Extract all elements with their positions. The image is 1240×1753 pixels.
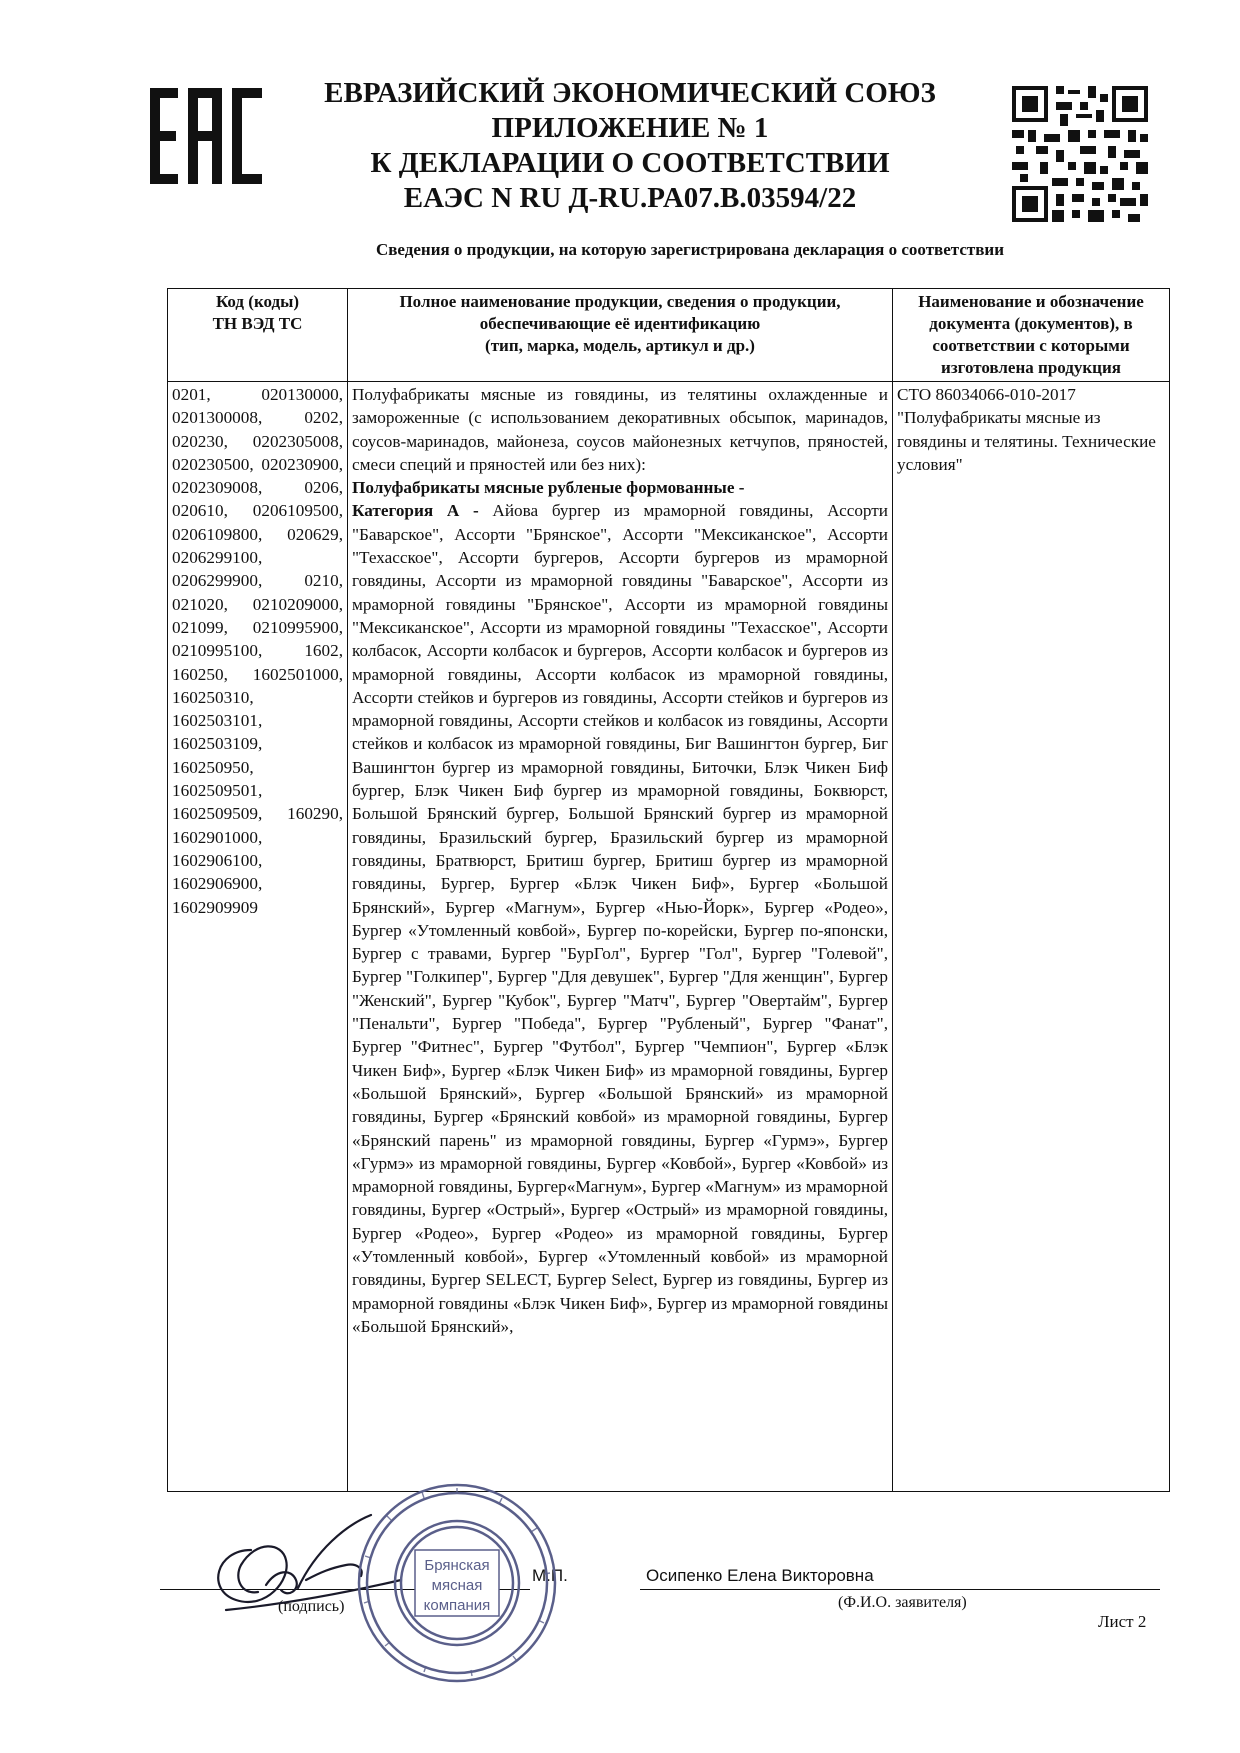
section-subtitle: Сведения о продукции, на которую зарегистрирована декларация о соответствии bbox=[375, 240, 1005, 259]
column-header-document: Наименование и обозначение документа (документов), в соответствии с которыми изготовлена продукция bbox=[893, 289, 1170, 382]
signature-label: (подпись) bbox=[278, 1598, 345, 1615]
table-header-row bbox=[168, 289, 1170, 382]
applicant-name-line bbox=[640, 1589, 1160, 1590]
product-heading: Полуфабрикаты мясные рубленые формованные - bbox=[352, 478, 745, 498]
applicant-label: (Ф.И.О. заявителя) bbox=[838, 1594, 967, 1611]
product-table bbox=[167, 288, 1170, 1492]
seal-text-line2: мясная bbox=[431, 1577, 483, 1594]
header-line-appendix: ПРИЛОЖЕНИЕ № 1 bbox=[491, 112, 769, 144]
header-line-union: ЕВРАЗИЙСКИЙ ЭКОНОМИЧЕСКИЙ СОЮЗ bbox=[324, 77, 936, 109]
header-line-number: ЕАЭС N RU Д-RU.PA07.B.03594/22 bbox=[403, 182, 857, 214]
column-header-product-line1: Полное наименование продукции, сведения о продукции, bbox=[399, 292, 841, 311]
applicant-name: Осипенко Елена Викторовна bbox=[646, 1566, 874, 1585]
column-header-codes-line2: ТН ВЭД ТС bbox=[212, 314, 303, 333]
column-header-product-line2: обеспечивающие её идентификацию bbox=[479, 314, 761, 333]
eac-logo bbox=[150, 88, 262, 184]
company-seal bbox=[352, 1478, 562, 1688]
standard-document-cell: СТО 86034066-010-2017 "Полуфабрикаты мясные из говядины и телятины. Технические условия" bbox=[893, 382, 1170, 1492]
seal-place-label: М.П. bbox=[532, 1566, 568, 1585]
column-header-product bbox=[348, 289, 893, 382]
column-header-codes bbox=[168, 289, 348, 382]
product-intro: Полуфабрикаты мясные из говядины, из телятины охлажденные и замороженные (с использованием декоративных обсыпок, маринадов, соусов-маринадов, майонеза, соусов майонезных кетчупов, пряностей, смеси специй и пряностей или без них): bbox=[352, 385, 888, 474]
product-category: Категория А - bbox=[352, 501, 479, 521]
table-row bbox=[168, 382, 1170, 1492]
header-line-declaration: К ДЕКЛАРАЦИИ О СООТВЕТСТВИИ bbox=[370, 147, 890, 179]
product-description-cell bbox=[348, 382, 893, 1492]
column-header-product-line3: (тип, марка, модель, артикул и др.) bbox=[485, 336, 755, 355]
document-header bbox=[300, 76, 960, 216]
column-header-codes-line1: Код (коды) bbox=[215, 292, 300, 311]
sheet-number: Лист 2 bbox=[1098, 1612, 1147, 1631]
seal-text-line1: Брянская bbox=[424, 1557, 490, 1574]
hs-codes-cell: 0201, 020130000, 0201300008, 0202, 020230, 0202305008, 020230500, 020230900, 0202309008, 0206, 020610, 0206109500, 0206109800, 020629, 0206299100, 0206299900, 0210, 021020, 0210209000, 021099, 0210995900, 0210995100, 1602, 160250, 1602501000, 160250310, 1602503101, 1602503109, 160250950, 1602509501, 1602509509, 160290, 1602901000, 1602906100, 1602906900, 1602909909 bbox=[168, 382, 348, 1492]
seal-text-line3: компания bbox=[423, 1597, 491, 1614]
product-list: Айова бургер из мраморной говядины, Ассорти "Баварское", Ассорти "Брянское", Ассорти "Мексиканское", Ассорти "Техасское", Ассорти бургеров, Ассорти бургеров из мраморной говядины, Ассорти из мраморной говядины "Баварское", Ассорти из мраморной говядины "Брянское", Ассорти из мраморной говядины "Мексиканское", Ассорти из мраморной говядины "Техасское", Ассорти колбасок, Ассорти колбасок и бургеров, Ассорти колбасок и бургеров из мраморной говядины, Ассорти колбасок из мраморной говядины, Ассорти стейков и бургеров из говядины, Ассорти стейков и бургеров из мраморной говядины, Ассорти стейков и колбасок из говядины, Ассорти стейков и колбасок из мраморной говядины, Биг Вашингтон бургер, Биг Вашингтон бургер из мраморной говядины, Биточки, Блэк Чикен Биф бургер, Блэк Чикен Биф бургер из мраморной говядины, Боквюрст, Большой Брянский бургер, Большой Брянский бургер из мраморной говядины, Бразильский бургер, Бразильский бургер из мраморной говядины, Братвюрст, Бритиш бургер, Бритиш бургер из мраморной говядины, Бургер, Бургер «Блэк Чикен Биф», Бургер «Большой Брянский», Бургер «Магнум», Бургер «Нью-Йорк», Бургер «Родео», Бургер «Утомленный ковбой», Бургер по-корейски, Бургер по-японски, Бургер с травами, Бургер "БурГол", Бургер "Гол", Бургер "Голевой", Бургер "Голкипер", Бургер "Для девушек", Бургер "Для женщин", Бургер "Женский", Бургер "Кубок", Бургер "Матч", Бургер "Овертайм", Бургер "Пенальти", Бургер "Победа", Бургер "Рубленый", Бургер "Фанат", Бургер "Фитнес", Бургер "Футбол", Бургер "Чемпион", Бургер «Блэк Чикен Биф», Бургер «Блэк Чикен Биф» из мраморной говядины, Бургер «Большой Брянский», Бургер «Большой Брянский» из мраморной говядины, Бургер «Брянский ковбой» из мраморной говядины, Бургер «Брянский парень" из мраморной говядины, Бургер «Гурмэ», Бургер «Гурмэ» из мраморной говядины, Бургер «Ковбой», Бургер «Ковбой» из мраморной говядины, Бургер«Магнум», Бургер «Магнум» из мраморной говядины, Бургер «Острый», Бургер «Острый» из мраморной говядины, Бургер «Родео», Бургер «Родео» из мраморной говядины, Бургер «Утомленный ковбой», Бургер «Утомленный ковбой» из мраморной говядины, Бургер SELECT, Бургер Select, Бургер из говядины, Бургер из мраморной говядины «Блэк Чикен Биф», Бургер из мраморной говядины «Большой Брянский», bbox=[352, 501, 888, 1336]
qr-code-icon bbox=[1012, 86, 1148, 222]
